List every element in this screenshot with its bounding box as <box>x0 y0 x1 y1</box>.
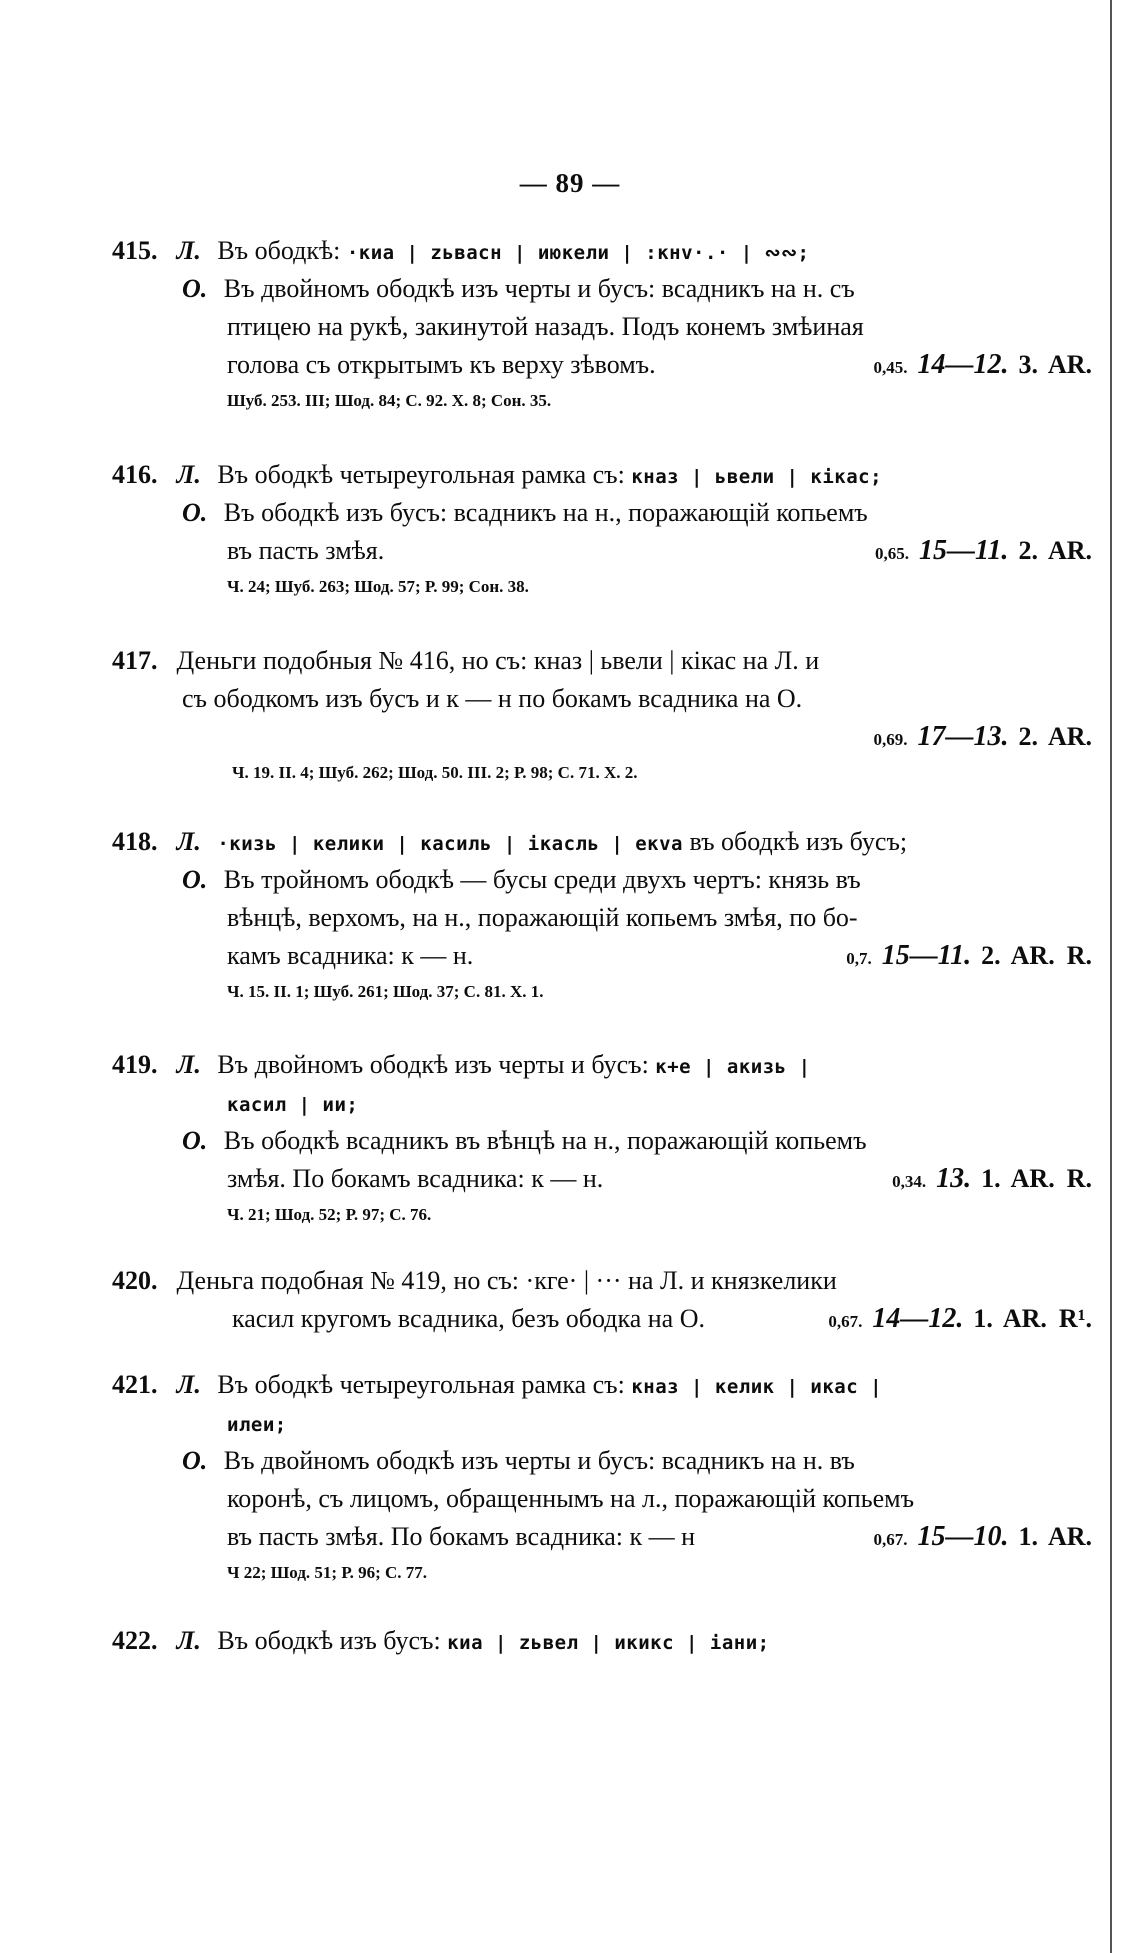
obverse-text: Въ двойномъ ободкѣ изъ черты и бусъ: <box>217 1050 649 1079</box>
weight: 0,67. <box>828 1312 863 1331</box>
rarity-mark: R¹. <box>1058 1304 1092 1333</box>
rarity: 3. <box>1018 350 1038 379</box>
obverse-letter: Л. <box>176 827 201 856</box>
coin-metrics <box>828 1300 1092 1341</box>
rarity: 1. <box>981 1164 1001 1193</box>
obverse-text: Въ ободкѣ четыреугольная рамка съ: <box>217 460 625 489</box>
entry-number: 419. <box>112 1050 158 1079</box>
reverse-line: Въ двойномъ ободкѣ изъ черты и бусъ: всадникъ на н. съ <box>223 274 855 303</box>
coin-metrics <box>846 937 1092 978</box>
references: Ч. 24; Шуб. 263; Шод. 57; Р. 99; Сон. 38. <box>227 577 529 596</box>
obverse-text: Въ ободкѣ изъ бусъ: <box>217 1626 441 1655</box>
metal: AR. <box>1002 1304 1047 1333</box>
reverse-line: Въ ободкѣ изъ бусъ: всадникъ на н., поражающій копьемъ <box>223 498 868 527</box>
size: 15—11. <box>881 940 972 971</box>
obverse-legend: илеи; <box>227 1414 287 1436</box>
coin-metrics <box>873 1518 1092 1559</box>
metal: AR. <box>1010 1164 1055 1193</box>
obverse-letter: Л. <box>176 236 201 265</box>
entry-420 <box>112 1262 1092 1338</box>
coin-metrics <box>892 1160 1092 1201</box>
obverse-legend: ·кизь | келики | касиль | ікасль | екvа <box>217 833 683 855</box>
entry-number: 422. <box>112 1626 158 1655</box>
reverse-line: змѣя. По бокамъ всадника: к — н. <box>227 1164 604 1193</box>
size: 14—12. <box>872 1303 964 1334</box>
entry-415 <box>112 232 1092 418</box>
page-edge-line <box>1110 0 1112 1953</box>
weight: 0,69. <box>873 730 908 749</box>
reverse-line: камъ всадника: к — н. <box>227 941 474 970</box>
obverse-legend: кназ | келик | икас | <box>631 1376 883 1398</box>
rarity: 2. <box>1018 722 1038 751</box>
size: 14—12. <box>917 349 1009 380</box>
size: 13. <box>936 1163 972 1194</box>
entry-416 <box>112 456 1092 604</box>
obverse-legend: кназ | ьвели | кікас; <box>631 466 883 488</box>
entry-421 <box>112 1366 1092 1590</box>
reverse-line: Въ ободкѣ всадникъ въ вѣнцѣ на н., поражающій копьемъ <box>223 1126 867 1155</box>
rarity-mark: R. <box>1066 941 1092 970</box>
reverse-line: въ пасть змѣя. <box>227 536 385 565</box>
reverse-line: голова съ открытымъ къ верху зѣвомъ. <box>227 350 656 379</box>
entry-number: 415. <box>112 236 158 265</box>
reverse-line: коронѣ, съ лицомъ, обращеннымъ на л., поражающій копьемъ <box>227 1484 915 1513</box>
entry-417 <box>112 642 1092 790</box>
reverse-letter: О. <box>182 274 208 303</box>
obverse-text: Въ ободкѣ четыреугольная рамка съ: <box>217 1370 625 1399</box>
rarity: 2. <box>1018 536 1038 565</box>
references: Ч 22; Шод. 51; Р. 96; С. 77. <box>227 1563 428 1582</box>
entry-number: 420. <box>112 1266 158 1295</box>
entry-418 <box>112 823 1092 1009</box>
obverse-letter: Л. <box>176 460 201 489</box>
reverse-line: Въ тройномъ ободкѣ — бусы среди двухъ чертъ: князь въ <box>223 865 861 894</box>
obverse-letter: Л. <box>176 1626 201 1655</box>
entry-line: Деньга подобная № 419, но съ: ·кге· | ··· на Л. и князкелики <box>176 1266 837 1295</box>
weight: 0,34. <box>892 1172 927 1191</box>
rarity-mark: R. <box>1066 1164 1092 1193</box>
page-number: — 89 — <box>519 168 621 198</box>
reverse-letter: О. <box>182 865 208 894</box>
reverse-letter: О. <box>182 498 208 527</box>
references: Ч. 15. II. 1; Шуб. 261; Шод. 37; С. 81. X. 1. <box>227 982 544 1001</box>
rarity: 1. <box>1018 1522 1038 1551</box>
entry-line: Деньги подобныя № 416, но съ: кназ | ьвели | кікас на Л. и <box>176 646 820 675</box>
entry-line: касил кругомъ всадника, безъ ободка на О. <box>232 1304 706 1333</box>
coin-metrics <box>873 346 1092 387</box>
obverse-text: Въ ободкѣ: <box>217 236 341 265</box>
weight: 0,67. <box>873 1530 908 1549</box>
entry-number: 421. <box>112 1370 158 1399</box>
entry-number: 418. <box>112 827 158 856</box>
obverse-legend: киа | zьвел | икикс | іани; <box>447 1632 770 1654</box>
entry-number: 416. <box>112 460 158 489</box>
weight: 0,7. <box>846 949 872 968</box>
weight: 0,65. <box>874 544 909 563</box>
obverse-legend: к+е | акизь | <box>655 1056 811 1078</box>
reverse-line: птицею на рукѣ, закинутой назадъ. Подъ конемъ змѣиная <box>227 312 864 341</box>
obverse-text: въ ободкѣ изъ бусъ; <box>689 827 908 856</box>
metal: AR. <box>1047 536 1092 565</box>
entry-419 <box>112 1046 1092 1232</box>
reverse-letter: О. <box>182 1446 208 1475</box>
size: 17—13. <box>917 721 1009 752</box>
references: Ч. 21; Шод. 52; Р. 97; С. 76. <box>227 1205 432 1224</box>
obverse-legend: касил | ии; <box>227 1094 359 1116</box>
coin-metrics <box>875 532 1092 573</box>
size: 15—11. <box>918 535 1009 566</box>
reverse-line: Въ двойномъ ободкѣ изъ черты и бусъ: всадникъ на н. въ <box>223 1446 855 1475</box>
reverse-line: вѣнцѣ, верхомъ, на н., поражающій копьемъ змѣя, по бо- <box>227 903 858 932</box>
reverse-line: въ пасть змѣя. По бокамъ всадника: к — н <box>227 1522 696 1551</box>
metal: AR. <box>1047 1522 1092 1551</box>
rarity: 2. <box>981 941 1001 970</box>
reverse-letter: О. <box>182 1126 208 1155</box>
rarity: 1. <box>973 1304 993 1333</box>
metal: AR. <box>1047 722 1092 751</box>
metal: AR. <box>1010 941 1055 970</box>
references: Ч. 19. II. 4; Шуб. 262; Шод. 50. III. 2; Р. 98; С. 71. X. 2. <box>232 763 638 782</box>
references: Шуб. 253. III; Шод. 84; С. 92. X. 8; Сон. 35. <box>227 391 552 410</box>
obverse-letter: Л. <box>176 1050 201 1079</box>
size: 15—10. <box>917 1521 1009 1552</box>
obverse-letter: Л. <box>176 1370 201 1399</box>
entry-422 <box>112 1622 1092 1660</box>
entry-line: съ ободкомъ изъ бусъ и к — н по бокамъ всадника на О. <box>182 684 803 713</box>
entry-number: 417. <box>112 646 158 675</box>
coin-metrics <box>873 718 1092 759</box>
obverse-legend: ·киа | zьвасн | июкели | :кнv·.· | ∾∾; <box>346 242 810 264</box>
metal: AR. <box>1047 350 1092 379</box>
weight: 0,45. <box>873 358 908 377</box>
